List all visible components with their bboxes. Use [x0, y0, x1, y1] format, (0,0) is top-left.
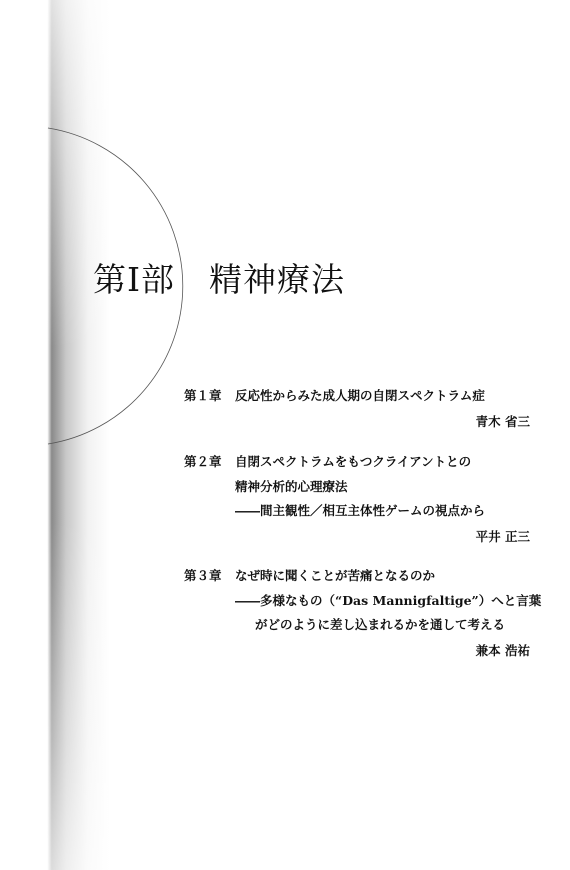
chapter-2-subtitle-2: [184, 503, 485, 519]
chapter-3-title[interactable]: [184, 568, 435, 584]
part-title: 精神療法: [209, 260, 346, 299]
chapter-3-author: 兼本 浩祐: [475, 643, 530, 658]
part-heading: [93, 258, 345, 302]
chapter-2-line-1: 自閉スペクトラムをもつクライアントとの: [235, 454, 472, 469]
chapter-1-number: 第１章: [184, 388, 222, 403]
chapter-1-line-1: 反応性からみた成人期の自閉スペクトラム症: [235, 388, 485, 403]
chapter-2-number: 第２章: [184, 454, 222, 469]
chapter-3-subtitle: [184, 593, 541, 609]
chapter-2-author: 平井 正三: [475, 529, 530, 544]
chapter-2-subtitle: [184, 479, 348, 495]
chapter-2-title[interactable]: [184, 454, 471, 470]
chapter-2-line-3: ――間主観性／相互主体性ゲームの視点から: [235, 503, 486, 518]
chapter-2-line-2: 精神分析的心理療法: [235, 479, 348, 494]
chapter-3-line-2: ――多様なもの（“Das Mannigfaltige”）へと言葉: [235, 593, 542, 608]
chapter-3-number: 第３章: [184, 568, 222, 583]
chapter-3-subtitle-2: [184, 617, 505, 633]
chapter-1-author: 青木 省三: [475, 414, 530, 429]
part-label: 第Ⅰ部: [93, 260, 176, 299]
chapter-3-line-3: がどのように差し込まれるかを通して考える: [255, 617, 506, 632]
chapter-3-line-1: なぜ時に聞くことが苦痛となるのか: [235, 568, 436, 583]
chapter-1-title[interactable]: [184, 388, 485, 404]
